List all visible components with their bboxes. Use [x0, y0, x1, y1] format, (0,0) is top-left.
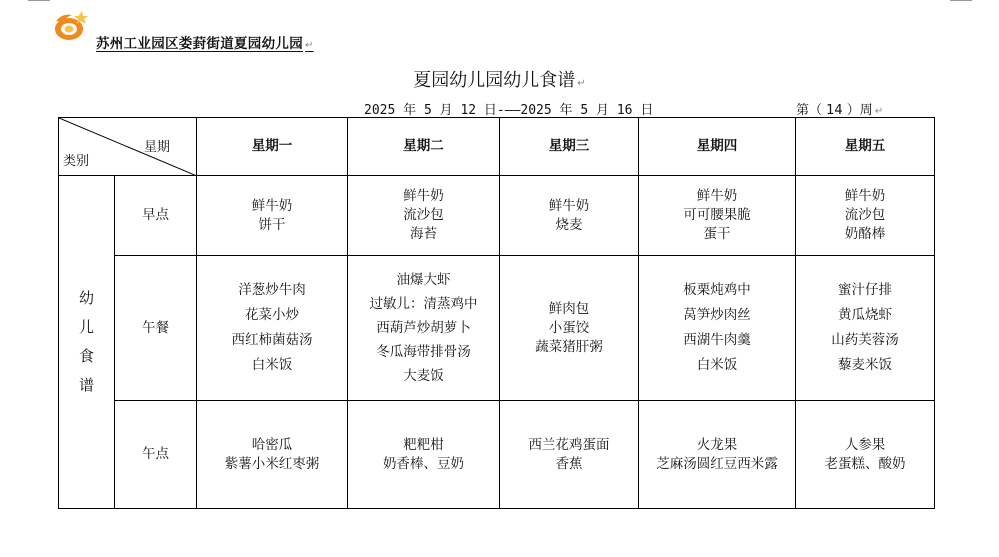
- menu-item: 奶酪棒: [844, 226, 886, 242]
- row-label: 午点: [115, 401, 197, 509]
- menu-item: 烧麦: [555, 216, 583, 233]
- menu-item: 食: [78, 347, 94, 365]
- menu-item: 幼: [78, 289, 94, 307]
- menu-cell: [639, 256, 796, 401]
- menu-cell: [197, 401, 348, 509]
- menu-cell: [197, 176, 348, 256]
- menu-item: 板栗炖鸡中: [683, 282, 751, 298]
- table-row-breakfast: [59, 176, 935, 256]
- menu-item: 花菜小炒: [245, 307, 299, 323]
- menu-item: 粑粑柑: [403, 436, 444, 453]
- day-header: 星期三: [500, 118, 639, 176]
- menu-table: [58, 117, 935, 509]
- menu-item: 黄瓜烧虾: [838, 307, 892, 323]
- corner-cell: [59, 118, 197, 176]
- menu-item: 洋葱炒牛肉: [238, 282, 306, 298]
- menu-item: 冬瓜海带排骨汤: [376, 344, 471, 360]
- menu-cell: [500, 401, 639, 509]
- menu-item: 流沙包: [844, 207, 886, 223]
- menu-item: 小蛋饺: [548, 319, 590, 336]
- menu-item: 香蕉: [555, 455, 583, 472]
- menu-item: 过敏儿：清蒸鸡中: [369, 296, 478, 312]
- menu-item: 白米饭: [251, 357, 293, 373]
- menu-item: 鲜牛奶: [844, 188, 886, 204]
- menu-cell: [348, 401, 500, 509]
- menu-item: 人参果: [844, 436, 886, 453]
- crop-mark-left: [28, 0, 50, 1]
- menu-item: 莴笋炒肉丝: [683, 307, 751, 323]
- menu-item: 鲜牛奶: [696, 188, 738, 204]
- menu-cell: [796, 401, 935, 509]
- day-header: 星期一: [197, 118, 348, 176]
- menu-cell: [197, 256, 348, 401]
- menu-cell: [348, 176, 500, 256]
- menu-item: 西兰花鸡蛋面: [528, 436, 610, 453]
- menu-item: 鲜牛奶: [251, 197, 293, 214]
- row-label: 早点: [115, 176, 197, 256]
- school-logo-icon: [52, 11, 90, 43]
- page-title: 夏园幼儿园幼儿食谱 ↵: [413, 70, 586, 91]
- corner-label-category: 类别: [63, 154, 90, 169]
- menu-cell: [796, 256, 935, 401]
- week-number: 第（ 14 ）周 ↵: [796, 103, 884, 118]
- school-name: 苏州工业园区娄葑街道夏园幼儿园 ↵: [96, 36, 314, 52]
- menu-item: 海苔: [410, 226, 437, 242]
- category-cell: [59, 176, 115, 509]
- menu-item: 谱: [78, 376, 94, 394]
- menu-cell: [348, 256, 500, 401]
- date-range: 2025 年 5 月 12 日-——2025 年 5 月 16 日: [364, 103, 654, 118]
- menu-item: 紫薯小米红枣粥: [224, 455, 320, 472]
- menu-item: 西红柿菌菇汤: [231, 332, 313, 348]
- table-row-lunch: [59, 256, 935, 401]
- menu-item: 老蛋糕、酸奶: [824, 455, 906, 472]
- menu-item: 可可腰果脆: [683, 207, 751, 223]
- menu-item: 哈密瓜: [251, 436, 293, 453]
- menu-item: 流沙包: [403, 207, 444, 223]
- menu-item: 蜜汁仔排: [838, 282, 892, 298]
- menu-item: 大麦饭: [403, 368, 444, 384]
- menu-item: 火龙果: [696, 436, 738, 453]
- category-vertical-label: [77, 284, 97, 400]
- menu-item: 奶香棒、豆奶: [383, 455, 464, 472]
- menu-item: 鲜牛奶: [548, 197, 590, 214]
- menu-cell: [639, 401, 796, 509]
- menu-item: 西湖牛肉羹: [683, 332, 751, 348]
- menu-item: 鲜牛奶: [403, 188, 444, 204]
- menu-item: 山药芙蓉汤: [831, 332, 899, 348]
- table-header-row: [59, 118, 935, 176]
- corner-label-weekday: 星期: [143, 140, 170, 155]
- day-header: 星期五: [796, 118, 935, 176]
- row-label: 午餐: [115, 256, 197, 401]
- menu-item: 蛋干: [703, 226, 731, 242]
- menu-cell: [796, 176, 935, 256]
- menu-item: 饼干: [258, 216, 286, 233]
- table-row-snack: [59, 401, 935, 509]
- day-header: 星期四: [639, 118, 796, 176]
- menu-item: 西葫芦炒胡萝卜: [376, 320, 471, 336]
- menu-item: 芝麻汤圆红豆西米露: [656, 455, 778, 472]
- crop-mark-right: [950, 0, 972, 1]
- menu-item: 白米饭: [696, 357, 738, 373]
- menu-cell: [500, 256, 639, 401]
- menu-cell: [500, 176, 639, 256]
- menu-item: 鲜肉包: [548, 300, 590, 317]
- menu-item: 藜麦米饭: [838, 357, 892, 373]
- menu-item: 蔬菜猪肝粥: [535, 338, 603, 355]
- menu-item: 油爆大虾: [396, 272, 451, 288]
- menu-item: 儿: [78, 318, 94, 336]
- menu-cell: [639, 176, 796, 256]
- day-header: 星期二: [348, 118, 500, 176]
